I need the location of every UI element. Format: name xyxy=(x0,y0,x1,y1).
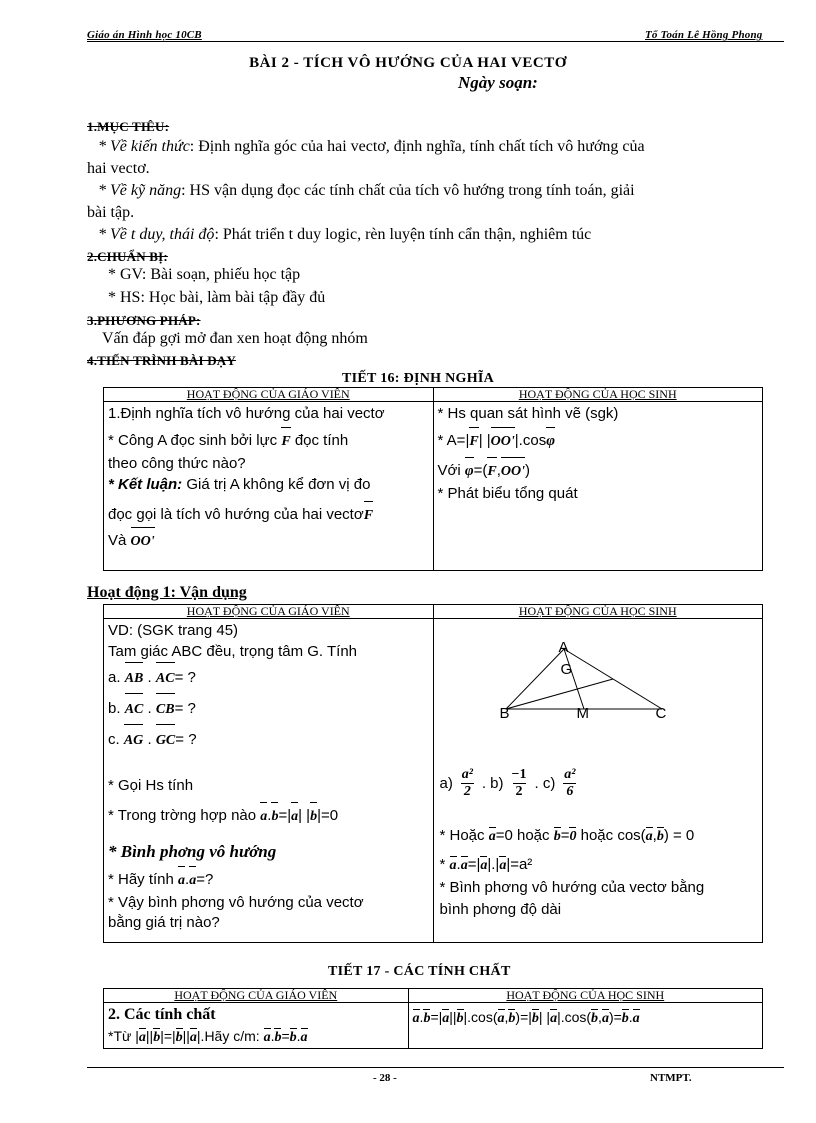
objective-attitude-text: : Phát triển t duy logic, rèn luyện tính cẩn thận, nghiêm túc xyxy=(214,226,592,243)
objective-knowledge-label: * Về kiến thức xyxy=(98,138,190,155)
tiet16-col-student: HOẠT ĐỘNG CỦA HỌC SINH xyxy=(433,388,763,402)
hd1-gv-b: b. AC . CB= ? xyxy=(108,694,429,725)
label-A: A xyxy=(558,639,569,656)
median-AM xyxy=(564,649,584,709)
tiet17-col-student: HOẠT ĐỘNG CỦA HỌC SINH xyxy=(408,989,762,1003)
objective-knowledge xyxy=(87,136,784,180)
objective-skill-text: : HS vận dụng đọc các tính chất của tích vô hướng trong tính toán, giải xyxy=(181,182,635,199)
prep-student: * HS: Học bài, làm bài tập đầy đủ xyxy=(108,289,326,306)
hd1-hs-bp1: * Bình phơng vô hướng của vectơ bằng xyxy=(439,879,705,896)
tiet16-student-cell xyxy=(433,402,763,571)
hd1-gv-goi: * Gọi Hs tính xyxy=(108,777,194,794)
method-text: Vấn đáp gợi mở đan xen hoạt động nhóm xyxy=(102,330,368,347)
vector-F: F xyxy=(281,429,290,454)
hoat-dong-1-table xyxy=(103,604,763,943)
tiet16-col-teacher: HOẠT ĐỘNG CỦA GIÁO VIÊN xyxy=(104,388,434,402)
hd1-col-student: HOẠT ĐỘNG CỦA HỌC SINH xyxy=(433,605,763,619)
hd1-hs-bp2: bình phơng độ dài xyxy=(439,901,562,918)
hd1-gv-c: c. AG . GC= ? xyxy=(108,725,429,756)
tiet16-gv-line6: Và OO' xyxy=(108,528,429,554)
hd1-gv-hay: * Hãy tính a.a=? xyxy=(108,867,429,893)
section-tien-trinh-heading: 4.TIẾN TRÌNH BÀI DẠY xyxy=(87,353,236,368)
section-chuan-bi-heading: 2.CHUẨN BỊ: xyxy=(87,249,168,264)
footer-page-number: - 28 - xyxy=(373,1072,397,1084)
vector-OO: OO' xyxy=(131,529,155,554)
tiet16-hs-line2: * A=|F| |OO'|.cosφ xyxy=(438,428,759,454)
tiet16-teacher-cell xyxy=(104,402,434,571)
hd1-teacher-cell xyxy=(104,619,434,943)
label-B: B xyxy=(499,705,510,722)
hd1-gv-vay1: * Vậy bình phơng vô hướng của vectơ xyxy=(108,894,364,911)
header-rule xyxy=(87,41,784,42)
objective-skill-text-2: bài tập. xyxy=(87,204,135,221)
tiet17-teacher-cell xyxy=(104,1003,409,1049)
footer-rule xyxy=(87,1067,784,1068)
objective-attitude xyxy=(87,224,784,246)
tiet17-table xyxy=(103,988,763,1049)
hd1-gv-a: a. AB . AC= ? xyxy=(108,663,429,694)
hd1-hs-answers: a) a² 2 . b) −1 2 . c) a² 6 xyxy=(439,767,576,799)
header-right: Tổ Toán Lê Hồng Phong xyxy=(645,29,763,41)
tiet16-hs-line3: Với φ=(F,OO') xyxy=(438,458,759,484)
hd1-hs-sq: * a.a=|a|.|a|=a² xyxy=(439,856,533,873)
tiet16-gv-line3: theo công thức nào? xyxy=(108,455,246,472)
hd1-gv-vay2: bằng giá trị nào? xyxy=(108,914,220,931)
hd1-hs-hoac: * Hoặc a=0 hoặc b=0 hoặc cos(a,b) = 0 xyxy=(439,827,695,844)
tiet17-gv-line2: *Từ |a||b|=|b||a|.Hãy c/m: a.b=b.a xyxy=(108,1028,308,1045)
side-AB xyxy=(506,649,564,709)
tiet17-gv-line1: 2. Các tính chất xyxy=(108,1006,216,1023)
label-G: G xyxy=(560,661,573,678)
section-muc-tieu-heading: 1.MỤC TIÊU: xyxy=(87,119,170,134)
tiet16-gv-line4: * Kết luận: Giá trị A không kể đơn vị đo xyxy=(108,476,371,493)
hd1-gv-triangle: Tam giác ABC đều, trọng tâm G. Tính xyxy=(108,643,358,660)
hd1-gv-trong: * Trong trờng hợp nào a.b=|a| |b|=0 xyxy=(108,803,429,829)
objective-skill-label: * Về kỹ năng xyxy=(98,182,182,199)
hoat-dong-1-title: Hoạt động 1: Vận dụng xyxy=(87,584,247,601)
hd1-gv-vd: VD: (SGK trang 45) xyxy=(108,622,239,639)
label-M: M xyxy=(576,705,589,722)
tiet16-gv-line5: đọc gọi là tích vô hướng của hai vectơF xyxy=(108,502,429,528)
footer-author: NTMPT. xyxy=(650,1072,692,1084)
hd1-student-cell xyxy=(433,619,763,943)
tiet16-gv-line2: * Công A đọc sinh bởi lực F đọc tính xyxy=(108,428,429,454)
section-phuong-phap-heading: 3.PHƯƠNG PHÁP: xyxy=(87,313,201,328)
hd1-gv-binh: * Bình phơng vô hướng xyxy=(108,842,277,861)
tiet16-hs-line4: * Phát biểu tổng quát xyxy=(437,485,578,502)
prep-teacher: * GV: Bài soạn, phiếu học tập xyxy=(108,266,301,283)
tiet16-title: TIẾT 16: ĐỊNH NGHĨA xyxy=(342,371,495,386)
hd1-col-teacher: HOẠT ĐỘNG CỦA GIÁO VIÊN xyxy=(104,605,434,619)
objective-knowledge-text-2: hai vectơ. xyxy=(87,160,150,177)
tiet17-title: TIẾT 17 - CÁC TÍNH CHẤT xyxy=(328,964,511,979)
tiet17-col-teacher: HOẠT ĐỘNG CỦA GIÁO VIÊN xyxy=(104,989,409,1003)
median-B xyxy=(506,679,613,709)
objective-knowledge-text: : Định nghĩa góc của hai vectơ, định nghĩa, tính chất tích vô hướng của xyxy=(189,138,645,155)
label-C: C xyxy=(655,705,667,722)
tiet17-student-cell xyxy=(408,1003,762,1049)
tiet16-gv-line1: 1.Định nghĩa tích vô hướng của hai vectơ xyxy=(108,405,385,422)
tiet16-hs-line1: * Hs quan sát hình vẽ (sgk) xyxy=(437,405,619,422)
vector-F: F xyxy=(364,503,373,528)
objective-attitude-label: * Về t duy, thái độ xyxy=(98,226,215,243)
lesson-title: BÀI 2 - TÍCH VÔ HƯỚNG CỦA HAI VECTƠ xyxy=(249,55,567,71)
objective-skill xyxy=(87,180,784,224)
tiet17-hs-line1: a.b=|a||b|.cos(a,b)=|b| |a|.cos(b,a)=b.a xyxy=(412,1009,640,1026)
tiet16-table xyxy=(103,387,763,571)
lesson-date-label: Ngày soạn: xyxy=(458,73,538,92)
header-left: Giáo án Hình học 10CB xyxy=(87,29,202,41)
